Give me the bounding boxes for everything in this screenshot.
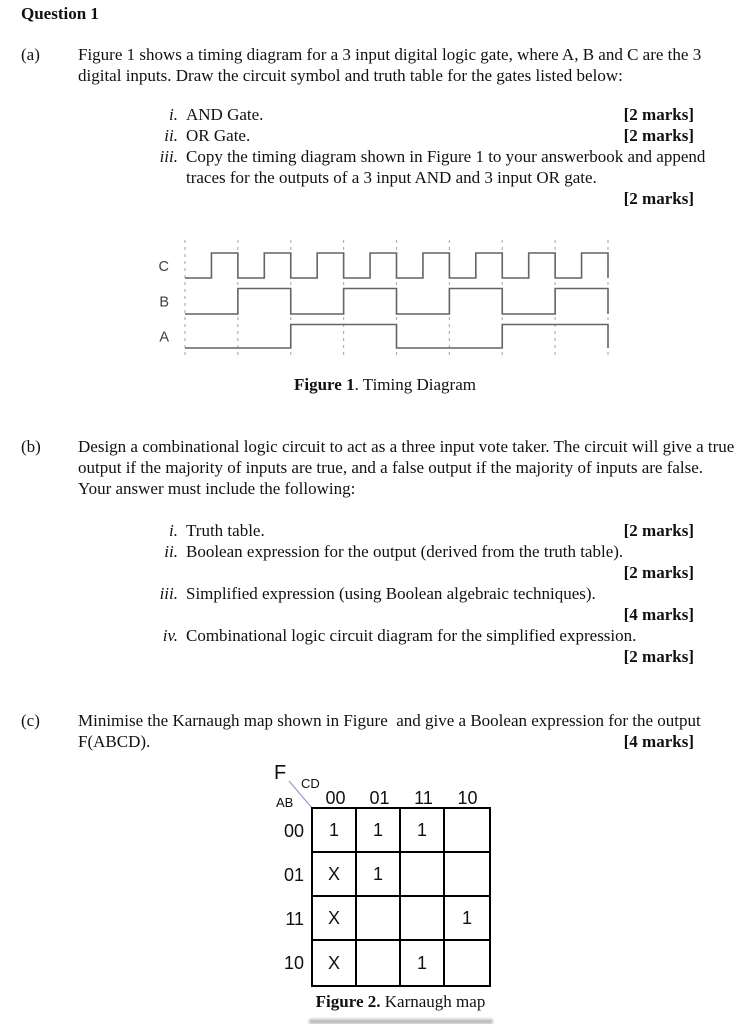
page-cutoff-artifact [309,1019,493,1024]
list-item-numeral: ii. [164,542,178,561]
kmap-cell: 1 [401,941,445,985]
section-b-paragraph: Design a combinational logic circuit to act as a three input vote taker. The circuit will give a true output if the majority of inputs are true, and a false output if the majority of inputs are false. Your answer must include the following: [78,437,735,498]
list-item-text: AND Gate. [186,105,264,124]
kmap-row-variables-label: AB [276,795,294,810]
kmap-grid [311,807,491,987]
list-item-text: Boolean expression for the output (derived from the truth table). [186,542,624,561]
marks-label: [2 marks] [623,126,694,145]
marks-label: [2 marks] [623,521,694,540]
list-item [148,625,740,646]
list-item-text: Simplified expression (using Boolean algebraic techniques). [186,584,596,603]
kmap-col-header: 01 [369,788,390,808]
list-item-text: OR Gate. [186,126,251,145]
list-item [148,541,740,562]
figure1-caption [12,375,753,395]
kmap-cell: 1 [357,809,401,853]
section-b-label: (b) [21,437,41,456]
kmap-col-header: 10 [457,788,478,808]
section-c-paragraph-line1: Minimise the Karnaugh map shown in Figure and give a Boolean expression for the output [78,711,701,730]
marks-label: [2 marks] [623,563,694,582]
figure2-caption-text: Karnaugh map [380,992,486,1011]
kmap-cell [445,853,489,897]
list-item [148,520,740,541]
marks-label: [2 marks] [623,189,694,208]
section-a-paragraph: Figure 1 shows a timing diagram for a 3 input digital logic gate, where A, B and C are the 3 digital inputs. Draw the circuit symbol and truth table for the gates listed below: [78,45,702,85]
list-item-text: Copy the timing diagram shown in Figure 1 to your answerbook and append traces for the outputs of a 3 input AND and 3 input OR gate. [186,147,706,187]
marks-row [148,604,740,625]
kmap-cell: 1 [401,809,445,853]
figure2-caption [47,992,753,1012]
kmap-cell [357,897,401,941]
marks-row [148,188,740,209]
timing-diagram-figure [0,235,753,365]
section-c-label: (c) [21,711,40,730]
kmap-cell: 1 [357,853,401,897]
question-title: Question 1 [21,4,99,23]
section-c-paragraph-line2: F(ABCD). [78,732,151,751]
kmap-row-header: 10 [283,953,304,973]
section-b-list [148,520,740,667]
list-item-numeral: iv. [162,626,178,645]
marks-row [148,646,740,667]
list-item-numeral: ii. [164,126,178,145]
marks-row [148,562,740,583]
kmap-cell: 1 [313,809,357,853]
waveform-A [185,325,608,349]
section-a-list [148,104,740,209]
marks-label: [2 marks] [623,105,694,124]
list-item-numeral: i. [169,105,178,124]
list-item-numeral: i. [169,521,178,540]
kmap-col-header: 00 [325,788,346,808]
kmap-row-header: 01 [283,865,304,885]
figure1-caption-number: Figure 1 [294,375,355,394]
list-item-text: Combinational logic circuit diagram for the simplified expression. [186,626,637,645]
list-item-text: Truth table. [186,521,265,540]
kmap-cell [357,941,401,985]
kmap-cell [401,853,445,897]
kmap-cell: 1 [445,897,489,941]
kmap-cell: X [313,941,357,985]
marks-label: [2 marks] [623,647,694,666]
signal-label-C: C [158,259,169,275]
list-item-numeral: iii. [159,147,178,166]
list-item [148,583,740,604]
kmap-diagonal-line [289,781,312,808]
marks-label: [4 marks] [623,605,694,624]
list-item [148,104,740,125]
figure2-caption-number: Figure 2. [315,992,381,1011]
kmap-cell [445,809,489,853]
kmap-cell: X [313,853,357,897]
figure1-caption-text: . Timing Diagram [354,375,476,394]
kmap-row-header: 11 [285,909,304,929]
kmap-column-variables-label: CD [301,776,320,791]
kmap-row-header: 00 [283,821,304,841]
kmap-cell [445,941,489,985]
waveform-C [185,253,608,278]
list-item [148,146,740,188]
signal-label-A: A [159,329,169,346]
kmap-cell [401,897,445,941]
signal-label-B: B [159,294,169,311]
section-a-label: (a) [21,45,40,64]
kmap-cell: X [313,897,357,941]
kmap-col-header: 11 [414,788,433,808]
list-item [148,125,740,146]
marks-label: [4 marks] [623,732,694,751]
kmap-output-label: F [274,762,287,784]
waveform-B [185,289,608,315]
list-item-numeral: iii. [159,584,178,603]
